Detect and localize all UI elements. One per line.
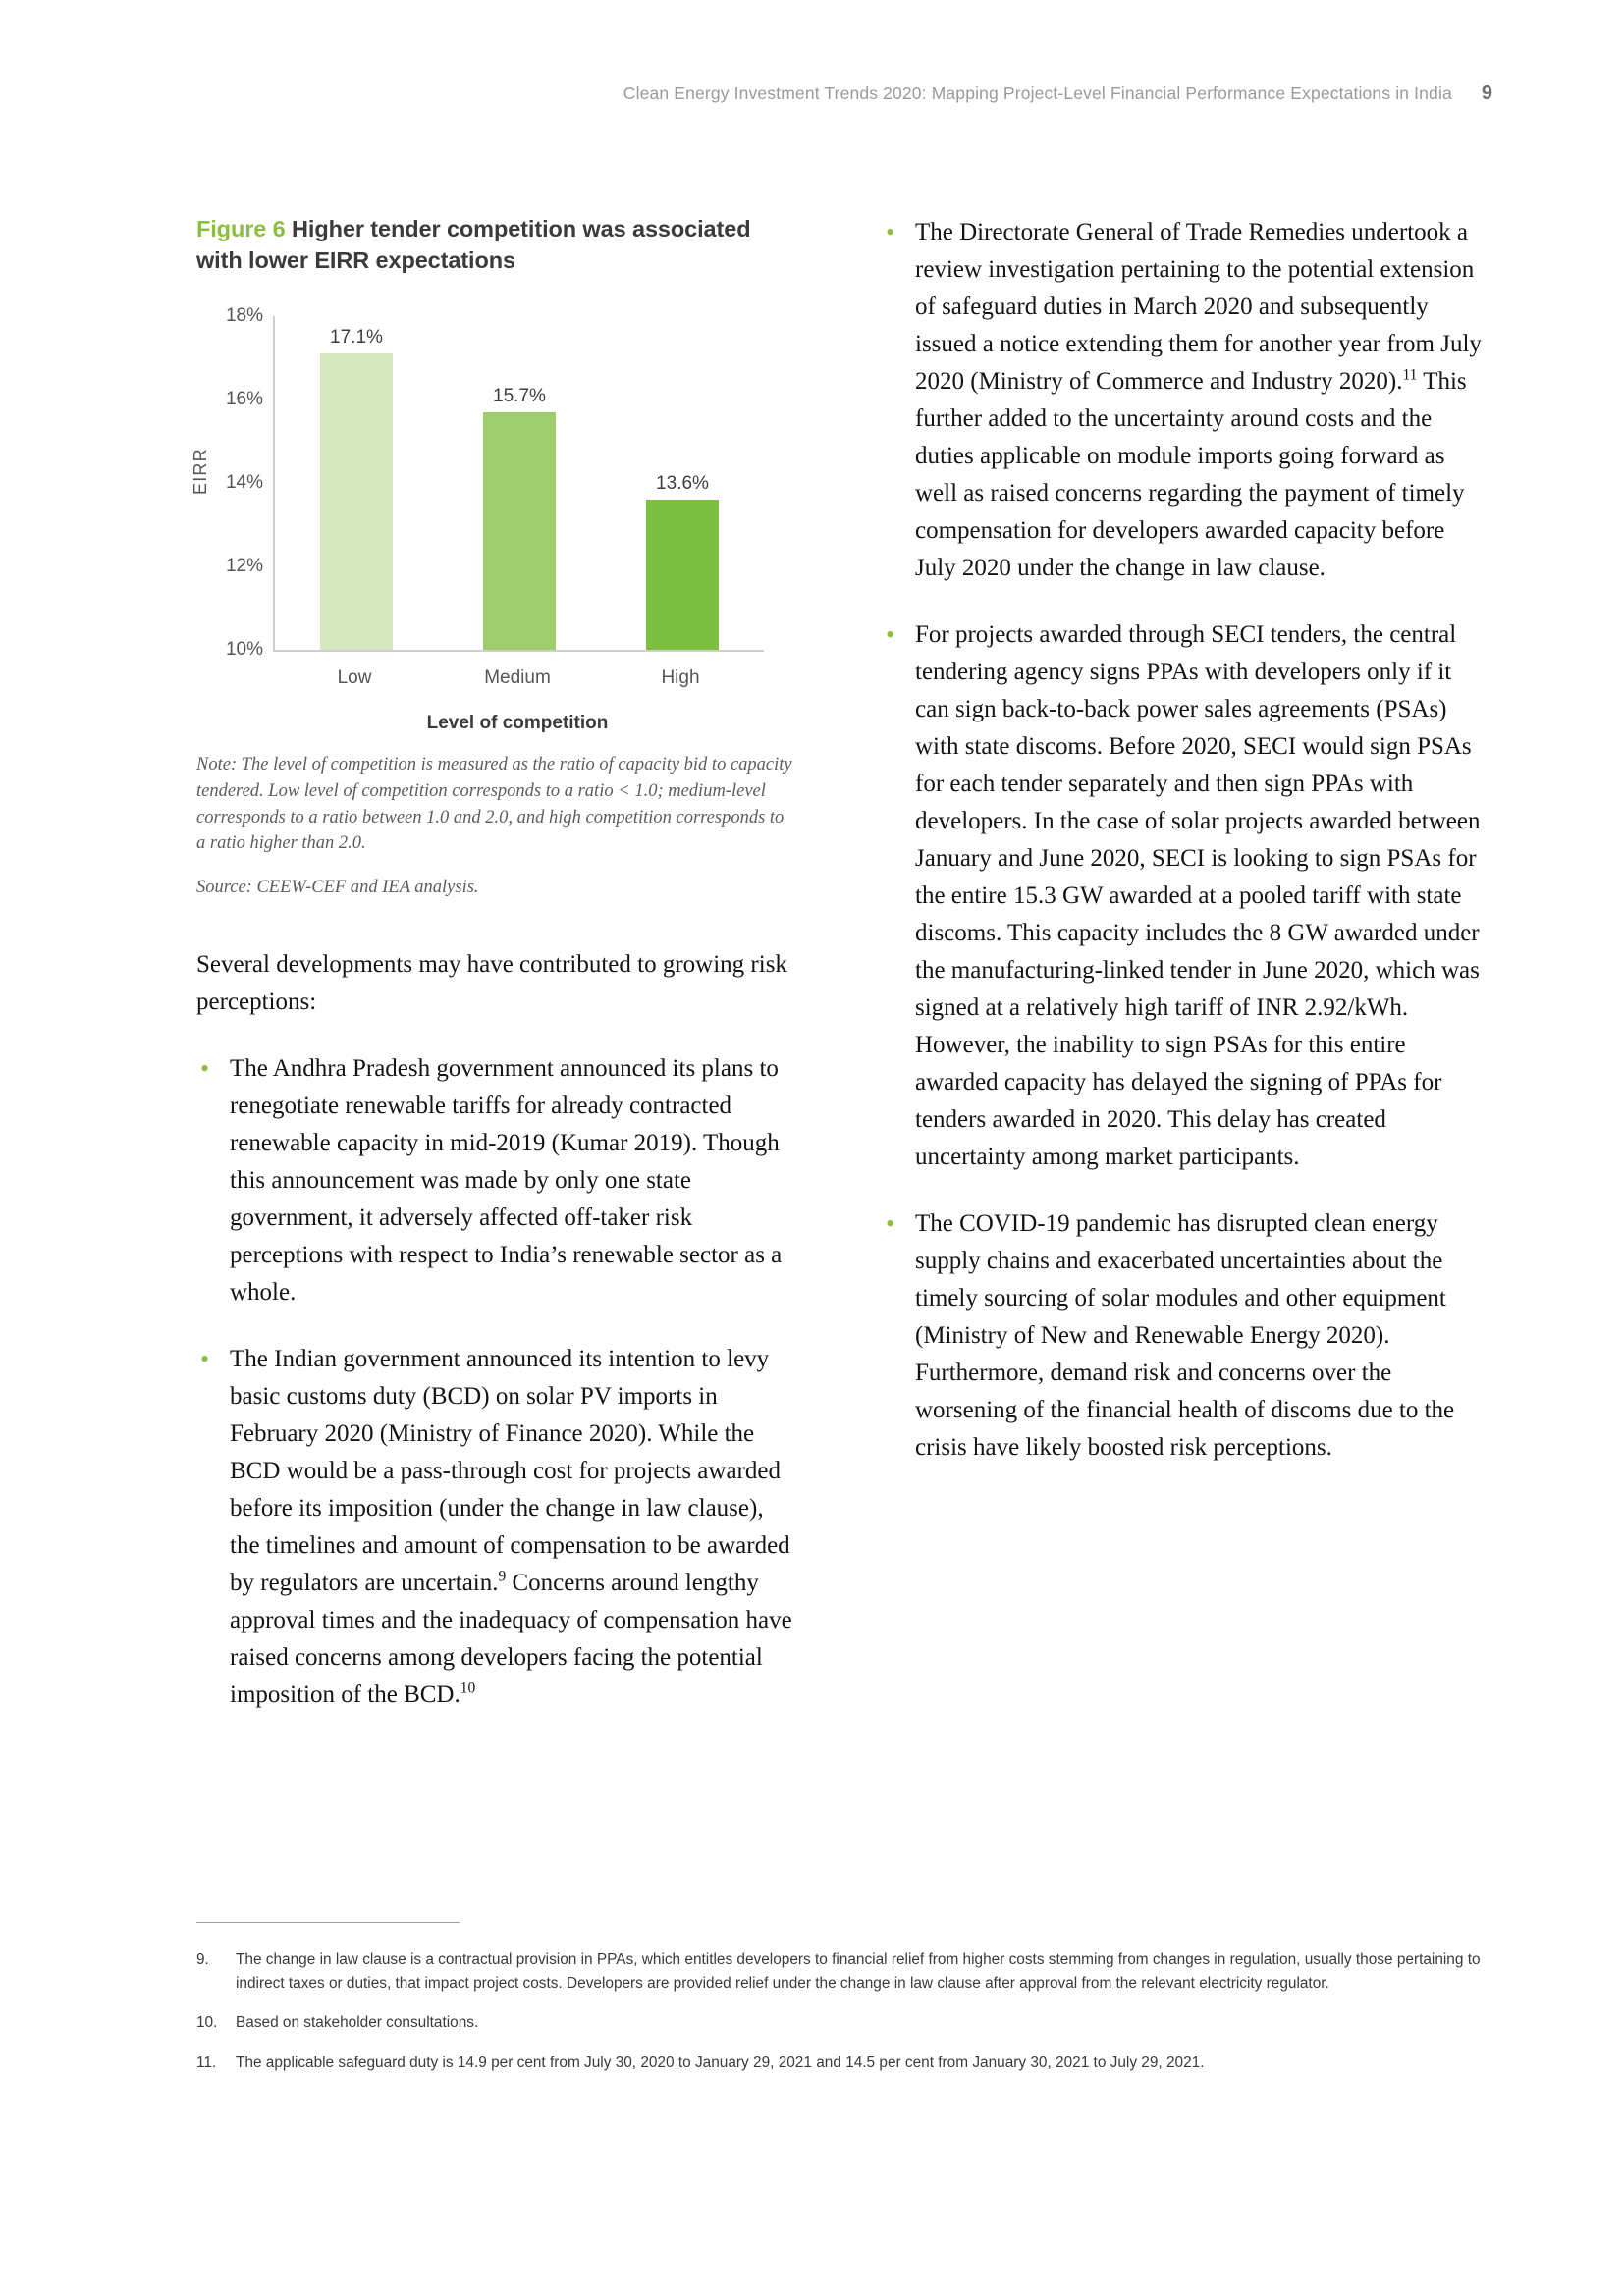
bar-value-label: 17.1% <box>330 327 383 348</box>
x-tick-label: Medium <box>484 667 551 688</box>
bullet-text: The COVID-19 pandemic has disrupted clean energy supply chains and exacerbated uncertainties about the timely sourcing of solar modules and other equipment (Ministry of New and Renewable Energy 2020). Furthermore, demand risk and concerns over the worsening of the financial health of discoms due to the crisis have likely boosted risk perceptions. <box>915 1210 1455 1461</box>
right-column <box>882 214 1483 1714</box>
y-tick-label: 14% <box>225 471 263 493</box>
bar-low <box>320 353 393 650</box>
list-item <box>882 616 1483 1176</box>
left-bullet-list <box>196 1050 797 1714</box>
bar-high <box>646 500 719 650</box>
bar-medium <box>483 412 556 650</box>
y-tick-label: 10% <box>225 638 263 660</box>
footnote-divider <box>196 1922 460 1923</box>
header-title: Clean Energy Investment Trends 2020: Mapping Project-Level Financial Performance Expectations in India <box>623 83 1452 103</box>
footnote-ref-11[interactable]: 11 <box>1402 366 1418 384</box>
figure-number: Figure 6 <box>196 216 286 241</box>
y-tick-label: 12% <box>225 555 263 576</box>
footnote-number: 11. <box>196 2055 217 2072</box>
footnote-9 <box>196 1949 1497 1995</box>
x-tick-label: Low <box>337 667 372 688</box>
two-column-body <box>190 214 1483 1714</box>
bullet-text: The Directorate General of Trade Remedies undertook a review investigation pertaining to the potential extension of safeguard duties in March 2020 and subsequently issued a notice extending them for another year from July 2020 (Ministry of Commerce and Industry 2020). <box>915 219 1482 395</box>
right-bullet-list <box>882 214 1483 1467</box>
figure-title <box>196 214 797 277</box>
page-number: 9 <box>1481 82 1492 104</box>
page-header <box>0 82 1492 105</box>
footnotes-section <box>196 1922 1497 2092</box>
list-item <box>882 214 1483 587</box>
footnote-10 <box>196 2011 1497 2035</box>
bullet-text: The Andhra Pradesh government announced its plans to renegotiate renewable tariffs for already contracted renewable capacity in mid-2019 (Kumar 2019). Though this announcement was made by only one state government, it adversely affected off-taker risk perceptions with respect to India’s renewable sector as a whole. <box>230 1054 783 1306</box>
list-item <box>196 1050 797 1311</box>
bullet-text: The Indian government announced its intention to levy basic customs duty (BCD) on solar PV imports in February 2020 (Ministry of Finance 2020). While the BCD would be a pass-through cost for projects awarded before its imposition (under the change in law clause), the timelines and amount of compensation to be awarded by regulators are uncertain. <box>230 1345 790 1596</box>
footnote-number: 9. <box>196 1951 209 1968</box>
footnote-text: The applicable safeguard duty is 14.9 per cent from July 30, 2020 to January 29, 2021 and 14.5 per cent from January 30, 2021 to July 29, 2021. <box>236 2055 1205 2072</box>
left-column <box>190 214 797 1714</box>
footnote-number: 10. <box>196 2014 218 2032</box>
figure-source: Source: CEEW-CEF and IEA analysis. <box>196 878 479 898</box>
footnote-ref-9[interactable]: 9 <box>498 1568 507 1585</box>
chart-y-axis-title: EIRR <box>190 448 210 495</box>
footnote-ref-10[interactable]: 10 <box>460 1680 476 1697</box>
footnote-text: Based on stakeholder consultations. <box>236 2014 479 2032</box>
bullet-text-tail: This further added to the uncertainty around costs and the duties applicable on module imports going forward as well as raised concerns regarding the payment of timely compensation for developers awarded capacity before July 2020 under the change in law clause. <box>915 368 1467 581</box>
bullet-text-tail: Concerns around lengthy approval times and the inadequacy of compensation have raised concerns among developers facing the potential imposition of the BCD. <box>230 1569 792 1708</box>
figure-note: Note: The level of competition is measured as the ratio of capacity bid to capacity tendered. Low level of competition corresponds to a ratio < 1.0; medium-level corresponds to a ratio between 1.0 and 2.0, and high competition corresponds to a ratio higher than 2.0. <box>196 754 792 854</box>
footnote-11 <box>196 2052 1497 2075</box>
bar-group-low <box>275 316 438 650</box>
list-item <box>196 1341 797 1714</box>
chart-x-axis-title: Level of competition <box>426 712 609 733</box>
figure-6-chart <box>190 302 797 734</box>
y-tick-label: 18% <box>225 304 263 326</box>
bullet-text: For projects awarded through SECI tenders, the central tendering agency signs PPAs with developers only if it can sign back-to-back power sales agreements (PSAs) with state discoms. Before 2020, SECI would sign PSAs for each tender separately and then sign PPAs with developers. In the case of solar projects awarded between January and June 2020, SECI is looking to sign PSAs for the entire 15.3 GW awarded at a pooled tariff with state discoms. This capacity includes the 8 GW awarded under the manufacturing-linked tender in June 2020, which was signed at a relatively high tariff of INR 2.92/kWh. However, the inability to sign PSAs for this entire awarded capacity has delayed the signing of PPAs for tenders awarded in 2020. This delay has created uncertainty among market participants. <box>915 621 1481 1170</box>
y-tick-label: 16% <box>225 388 263 409</box>
chart-x-tick-row <box>273 667 762 689</box>
footnote-text: The change in law clause is a contractual provision in PPAs, which entitles developers to financial relief from higher costs stemming from changes in regulation, usually those pertaining to indirect taxes or duties, that impact project costs. Developers are provided relief under the change in law clause after approval from the relevant electricity regulator. <box>236 1951 1481 1992</box>
chart-plot-area <box>225 304 764 660</box>
bar-group-high <box>601 316 764 650</box>
figure-title-text: Higher tender competition was associated with lower EIRR expectations <box>196 216 751 273</box>
x-tick-label: High <box>661 667 700 688</box>
bar-group-medium <box>438 316 601 650</box>
bar-value-label: 15.7% <box>493 385 546 406</box>
bar-value-label: 13.6% <box>656 472 709 494</box>
lead-paragraph: Several developments may have contributed to growing risk perceptions: <box>196 950 787 1015</box>
chart-bars <box>275 316 764 650</box>
list-item <box>882 1205 1483 1467</box>
